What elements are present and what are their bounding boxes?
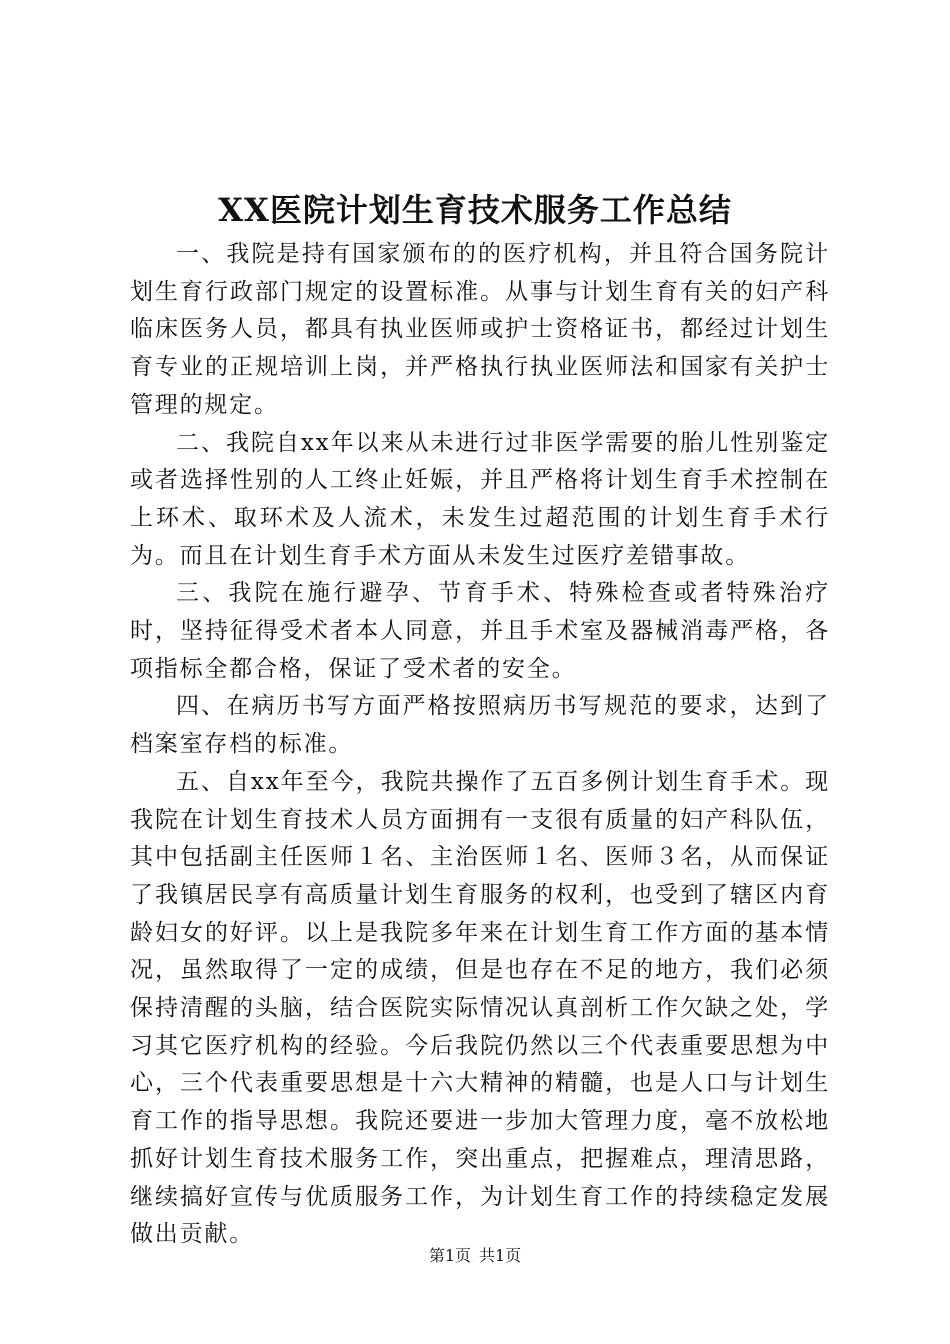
page-footer <box>0 1244 950 1268</box>
paragraph-2: 二、我院自xx年以来从未进行过非医学需要的胎儿性别鉴定或者选择性别的人工终止妊娠，并且严格将计划生育手术控制在上环术、取环术及人流术，未发生过超范围的计划生育手术行为。而且在计划生育手术方面从未发生过医疗差错事故。 <box>130 429 830 569</box>
document-body <box>130 236 830 1254</box>
page-total: 共1页 <box>479 1246 522 1265</box>
document-title: XX医院计划生育技术服务工作总结 <box>218 191 732 229</box>
paragraph-1: 一、我院是持有国家颁布的的医疗机构，并且符合国务院计划生育行政部门规定的设置标准。从事与计划生育有关的妇产科临床医务人员，都具有执业医师或护士资格证书，都经过计划生育专业的正规培训上岗，并严格执行执业医师法和国家有关护士管理的规定。 <box>130 241 830 418</box>
paragraph-4: 四、在病历书写方面严格按照病历书写规范的要求，达到了档案室存档的标准。 <box>130 693 830 758</box>
page-number: 第1页 <box>428 1246 471 1265</box>
paragraph-5: 五、自xx年至今，我院共操作了五百多例计划生育手术。现我院在计划生育技术人员方面拥有一支很有质量的妇产科队伍，其中包括副主任医师１名、主治医师１名、医师３名，从而保证了我镇居民享有高质量计划生育服务的权利，也受到了辖区内育龄妇女的好评。以上是我院多年来在计划生育工作方面的基本情况，虽然取得了一定的成绩，但是也存在不足的地方，我们必须保持清醒的头脑，结合医院实际情况认真剖析工作欠缺之处，学习其它医疗机构的经验。今后我院仍然以三个代表重要思想为中心，三个代表重要思想是十六大精神的精髓，也是人口与计划生育工作的指导思想。我院还要进一步加大管理力度，毫不放松地抓好计划生育技术服务工作，突出重点，把握难点，理清思路，继续搞好宣传与优质服务工作，为计划生育工作的持续稳定发展做出贡献。 <box>130 768 830 1248</box>
paragraph-3: 三、我院在施行避孕、节育手术、特殊检查或者特殊治疗时，坚持征得受术者本人同意，并且手术室及器械消毒严格，各项指标全都合格，保证了受术者的安全。 <box>130 580 830 682</box>
